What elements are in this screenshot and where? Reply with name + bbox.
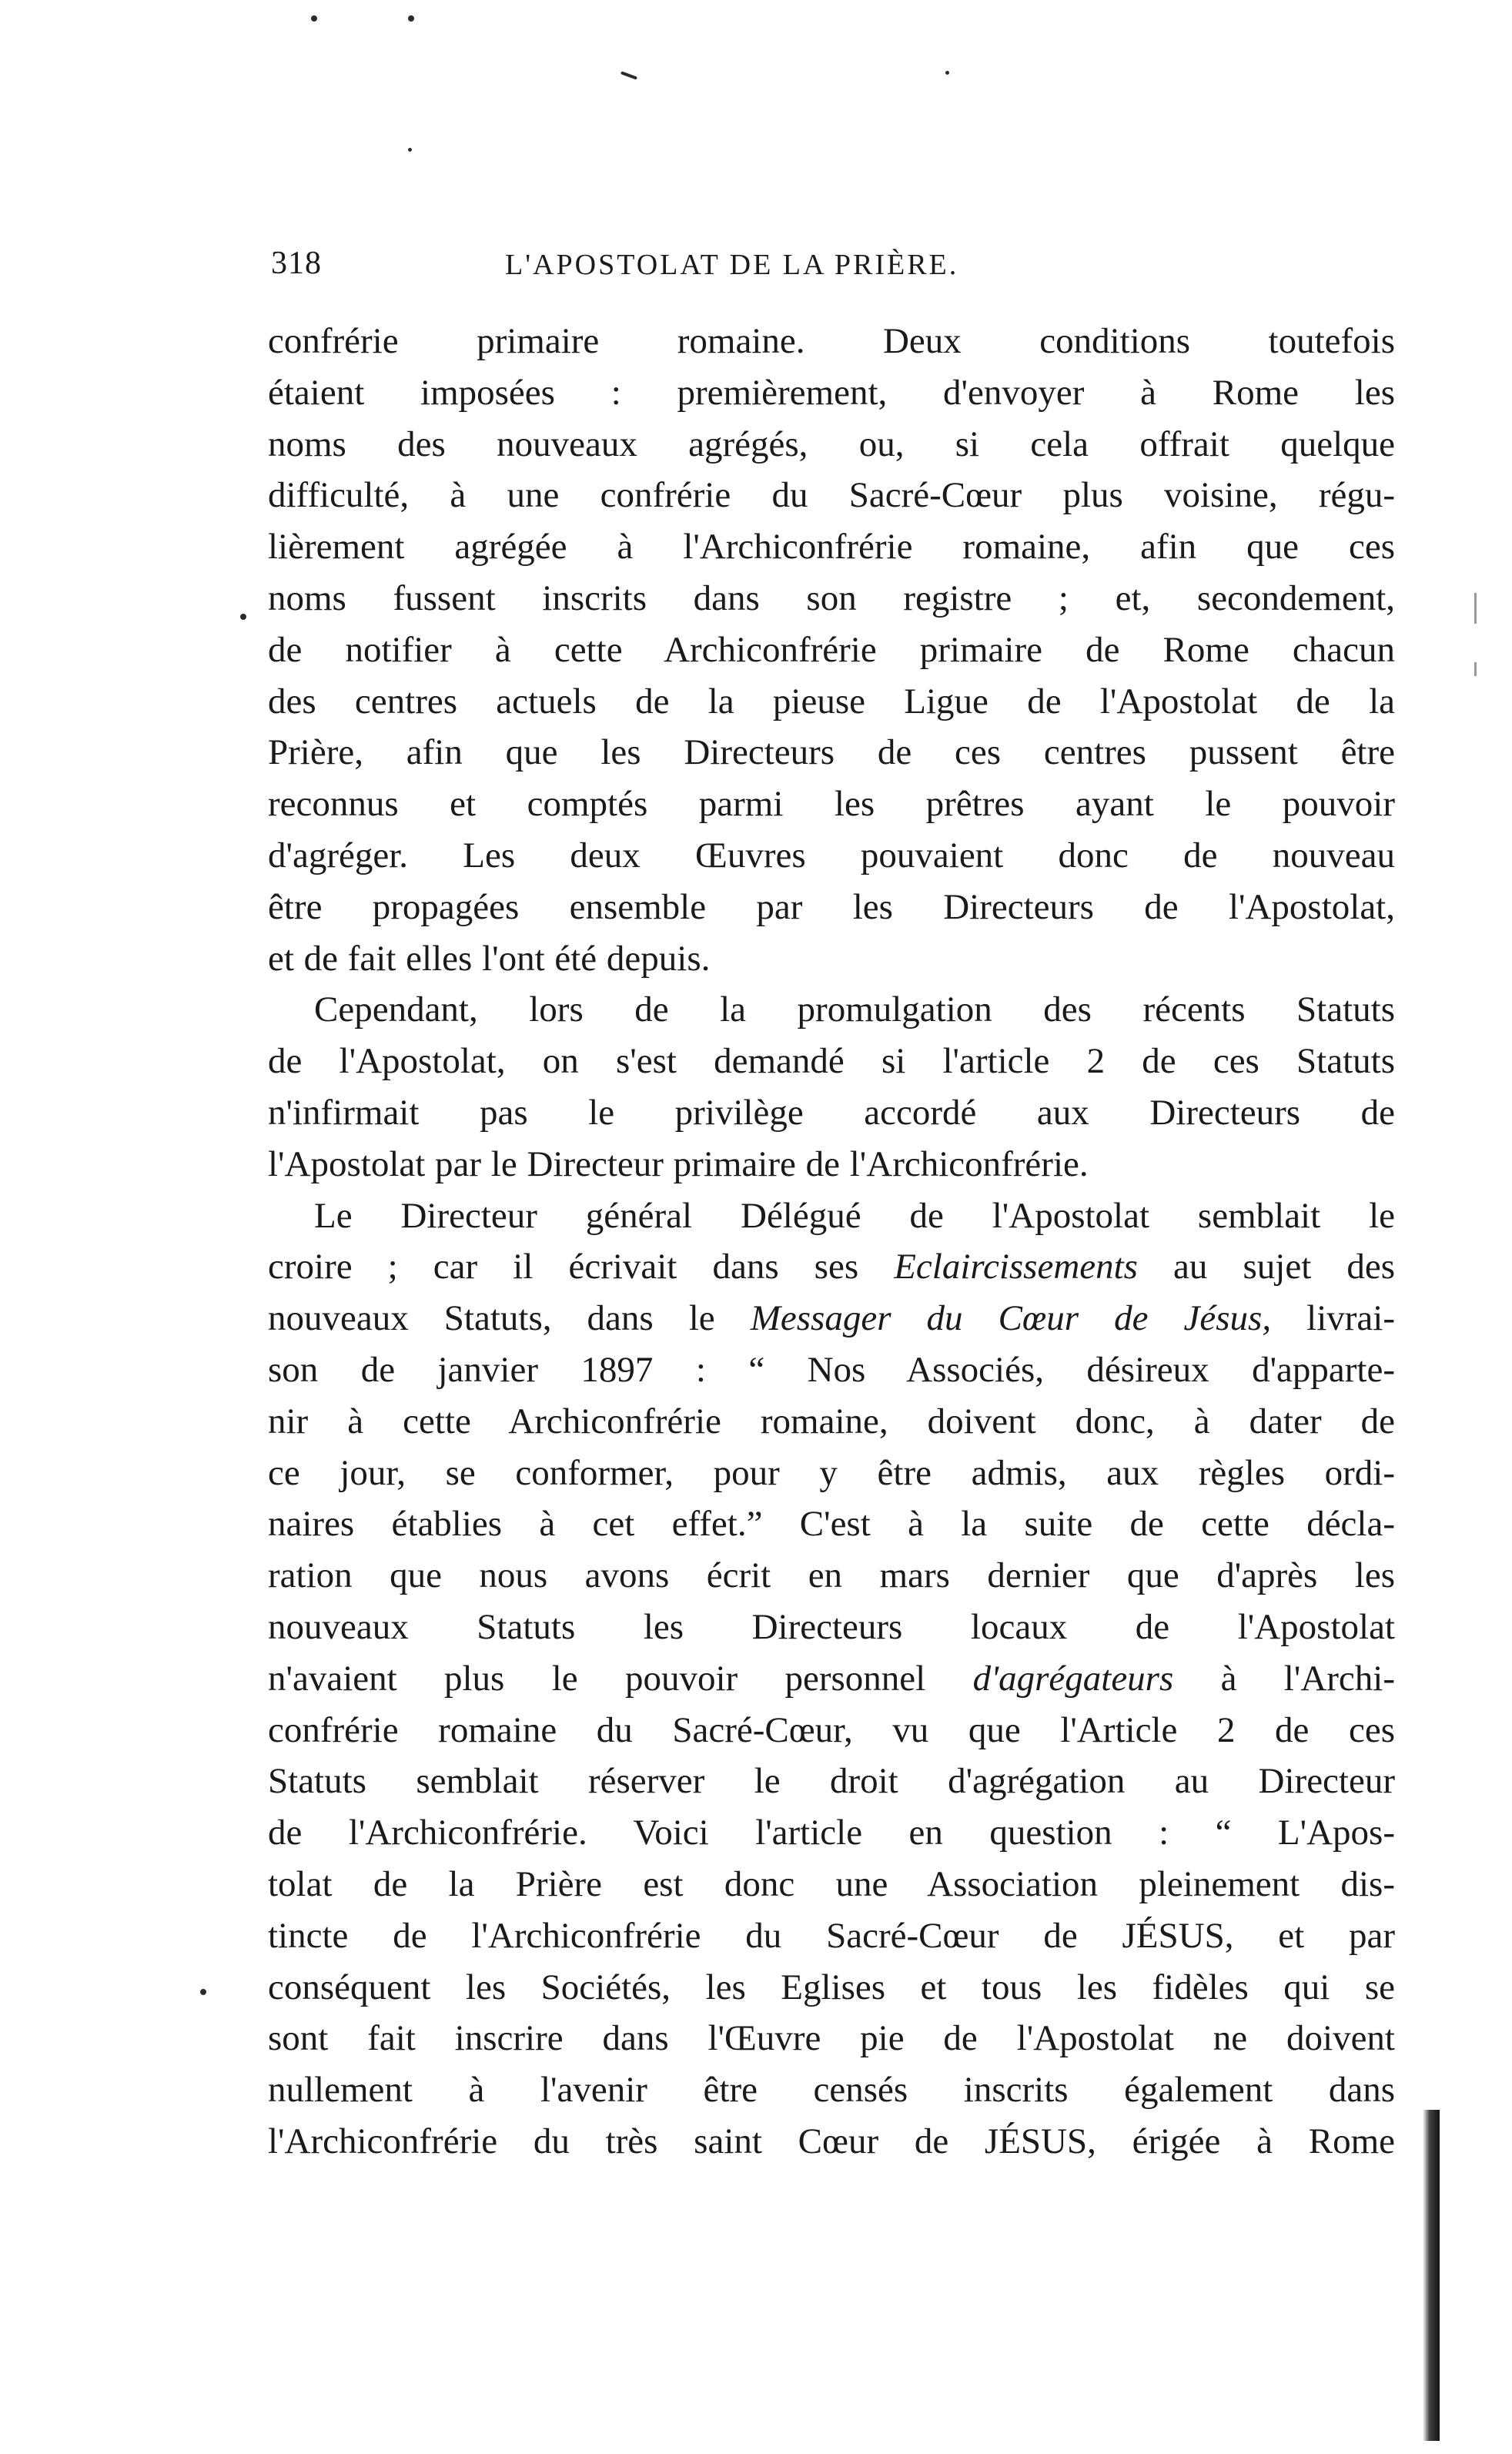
text-line: de l'Apostolat, on s'est demandé si l'article 2 de ces Statuts — [268, 1041, 1395, 1082]
text-segment: au sujet des — [1137, 1247, 1395, 1287]
text-line: d'agréger. Les deux Œuvres pouvaient donc de nouveau — [268, 835, 1395, 875]
text-line — [268, 1241, 1395, 1293]
italic-title: Eclaircissements — [894, 1247, 1138, 1287]
text-line: de notifier à cette Archiconfrérie primaire de Rome chacun — [268, 629, 1395, 670]
text-line: Prière, afin que les Directeurs de ces centres pussent être — [268, 732, 1395, 773]
text-line: confrérie primaire romaine. Deux conditions toutefois — [268, 321, 1395, 361]
text-line: conséquent les Sociétés, les Eglises et tous les fidèles qui se — [268, 1967, 1395, 2007]
text-line: Statuts semblait réserver le droit d'agrégation au Directeur — [268, 1761, 1395, 1802]
print-speck — [945, 71, 949, 75]
body-text — [268, 316, 1395, 2168]
binding-shadow — [1423, 2110, 1440, 2441]
text-line: nouveaux Statuts les Directeurs locaux de l'Apostolat — [268, 1606, 1395, 1647]
page-header — [271, 245, 1380, 291]
text-line: ration que nous avons écrit en mars dernier que d'après les — [268, 1555, 1395, 1596]
print-speck — [408, 148, 412, 152]
text-line: difficulté, à une confrérie du Sacré-Cœur plus voisine, régu- — [268, 475, 1395, 516]
text-line: son de janvier 1897 : “ Nos Associés, désireux d'apparte- — [268, 1349, 1395, 1390]
page-edge-mark — [1474, 593, 1477, 624]
text-line: confrérie romaine du Sacré-Cœur, vu que l'Article 2 de ces — [268, 1709, 1395, 1750]
italic-title: Messager du Cœur de Jésus, — [750, 1298, 1272, 1339]
print-speck — [240, 614, 246, 620]
text-line: être propagées ensemble par les Directeurs de l'Apostolat, — [268, 886, 1395, 927]
italic-word: d'agrégateurs — [972, 1658, 1174, 1699]
text-line: et de fait elles l'ont été depuis. — [268, 938, 711, 979]
text-line: l'Archiconfrérie du très saint Cœur de JÉSUS, érigée à Rome — [268, 2121, 1395, 2161]
text-segment: livrai- — [1271, 1298, 1396, 1339]
text-line: tolat de la Prière est donc une Association pleinement dis- — [268, 1863, 1395, 1904]
print-speck — [621, 71, 637, 79]
text-line: Le Directeur général Délégué de l'Apostolat semblait le — [314, 1195, 1395, 1236]
text-segment: n'avaient plus le pouvoir personnel — [268, 1658, 973, 1699]
text-line: ce jour, se conformer, pour y être admis, aux règles ordi- — [268, 1452, 1395, 1493]
print-speck — [311, 15, 317, 22]
text-line: noms fussent inscrits dans son registre ; et, secondement, — [268, 578, 1395, 618]
text-line: des centres actuels de la pieuse Ligue de l'Apostolat de la — [268, 681, 1395, 721]
text-segment: nouveaux Statuts, dans le — [268, 1298, 751, 1339]
text-line: l'Apostolat par le Directeur primaire de l'Archiconfrérie. — [268, 1143, 1089, 1184]
page-number: 318 — [271, 246, 322, 281]
text-line: étaient imposées : premièrement, d'envoyer à Rome les — [268, 372, 1395, 413]
text-line: nullement à l'avenir être censés inscrits également dans — [268, 2070, 1395, 2111]
text-line: reconnus et comptés parmi les prêtres ayant le pouvoir — [268, 784, 1395, 825]
text-line: Cependant, lors de la promulgation des récents Statuts — [314, 989, 1395, 1030]
text-segment: à l'Archi- — [1173, 1658, 1395, 1699]
running-head: L'APOSTOLAT DE LA PRIÈRE. — [505, 249, 959, 281]
text-line: naires établies à cet effet.” C'est à la suite de cette décla- — [268, 1504, 1395, 1545]
text-line: tincte de l'Archiconfrérie du Sacré-Cœur de JÉSUS, et par — [268, 1915, 1395, 1956]
text-segment: croire ; car il écrivait dans ses — [268, 1247, 895, 1287]
text-line: nir à cette Archiconfrérie romaine, doivent donc, à dater de — [268, 1401, 1395, 1441]
text-line — [268, 1293, 1395, 1344]
text-line: sont fait inscrire dans l'Œuvre pie de l'Apostolat ne doivent — [268, 2018, 1395, 2059]
page-edge-mark — [1474, 662, 1477, 676]
text-line: noms des nouveaux agrégés, ou, si cela offrait quelque — [268, 424, 1395, 464]
text-line — [268, 1653, 1395, 1705]
print-speck — [200, 1989, 206, 1995]
print-speck — [408, 15, 414, 22]
text-line: n'infirmait pas le privilège accordé aux Directeurs de — [268, 1092, 1395, 1133]
text-line: de l'Archiconfrérie. Voici l'article en question : “ L'Apos- — [268, 1813, 1395, 1853]
text-line: lièrement agrégée à l'Archiconfrérie romaine, afin que ces — [268, 527, 1395, 567]
